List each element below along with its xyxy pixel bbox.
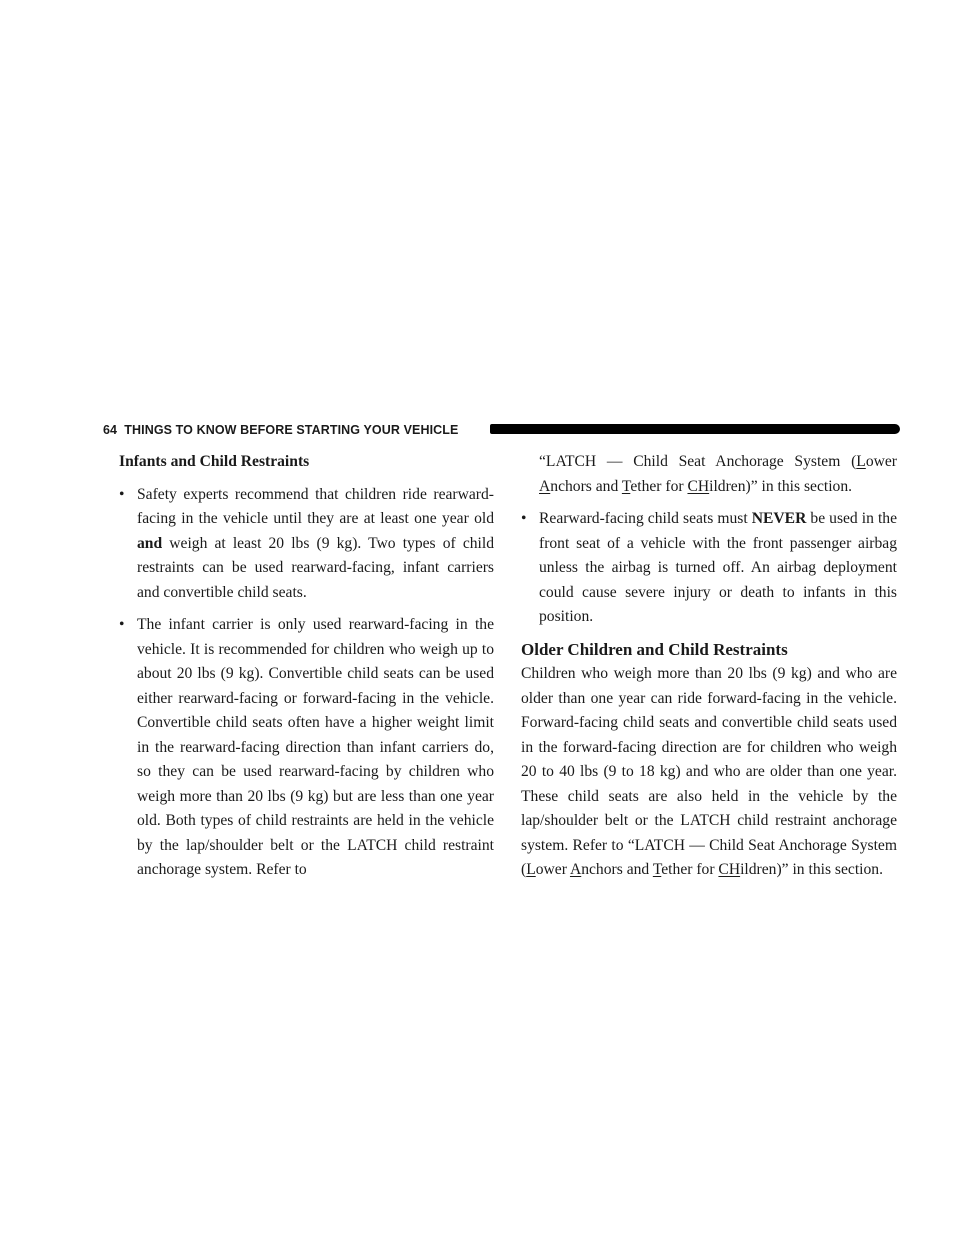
bullet-icon: • xyxy=(119,616,125,633)
emphasis-and: and xyxy=(137,534,163,552)
section-heading-infants: Infants and Child Restraints xyxy=(119,453,310,470)
bullet-item-infant-carrier xyxy=(119,613,494,883)
bullet-text: The infant carrier is only used rearward-facing in the vehicle. It is recommended for children who weigh up to about 20 lbs (9 kg). Convertible child seats can be used either rearward-facing or forward-facing in the vehicle. Convertible child seats often have a higher weight limit in the rearward-facing direction than infant carriers do, so they can be used rearward-facing by children who weigh more than 20 lbs (9 kg) but are less than one year old. Both types of child restraints are held in the vehicle by the lap/shoulder belt or the LATCH child restraint anchorage system. Refer to xyxy=(137,616,494,878)
section-heading-older-children: Older Children and Child Restraints xyxy=(521,639,788,659)
page-number: 64 xyxy=(103,423,118,437)
bullet-item-safety-experts xyxy=(119,483,494,606)
bullet-icon: • xyxy=(119,485,125,503)
continued-text: “LATCH — Child Seat Anchorage System (Lower Anchors and Tether for CHildren)” in this section. xyxy=(539,453,897,495)
bullet-icon: • xyxy=(521,510,527,527)
page-header xyxy=(103,421,900,439)
chapter-title: THINGS TO KNOW BEFORE STARTING YOUR VEHICLE xyxy=(124,423,459,437)
older-children-paragraph: Children who weigh more than 20 lbs (9 kg) and who are older than one year can ride forward-facing in the vehicle. Forward-facing child seats and convertible child seats used in the forward-facing direction are for children who weigh 20 to 40 lbs (9 to 18 kg) and who are older than one year. These child seats are also held in the vehicle by the lap/shoulder belt or the LATCH child restraint anchorage system. Refer to “LATCH — Child Seat Anchorage System (Lower Anchors and Tether for CHildren)” in this section. xyxy=(521,665,897,878)
header-bar xyxy=(490,424,900,434)
right-column xyxy=(521,450,897,883)
bullet-text: Safety experts recommend that children ride rearward-facing in the vehicle until they are at least one year old and weigh at least 20 lbs (9 kg). Two types of child restraints can be used rearward-facing, infant carriers and convertible child seats. xyxy=(137,485,494,601)
header-text xyxy=(103,421,458,439)
bullet-text: Rearward-facing child seats must NEVER be used in the front seat of a vehicle with the front passenger airbag unless the airbag is turned off. An airbag deployment could cause severe injury or death to infants in this position. xyxy=(539,510,897,625)
emphasis-never: NEVER xyxy=(751,510,807,527)
bullet-item-rearward-never xyxy=(521,507,897,630)
left-column xyxy=(119,450,494,883)
